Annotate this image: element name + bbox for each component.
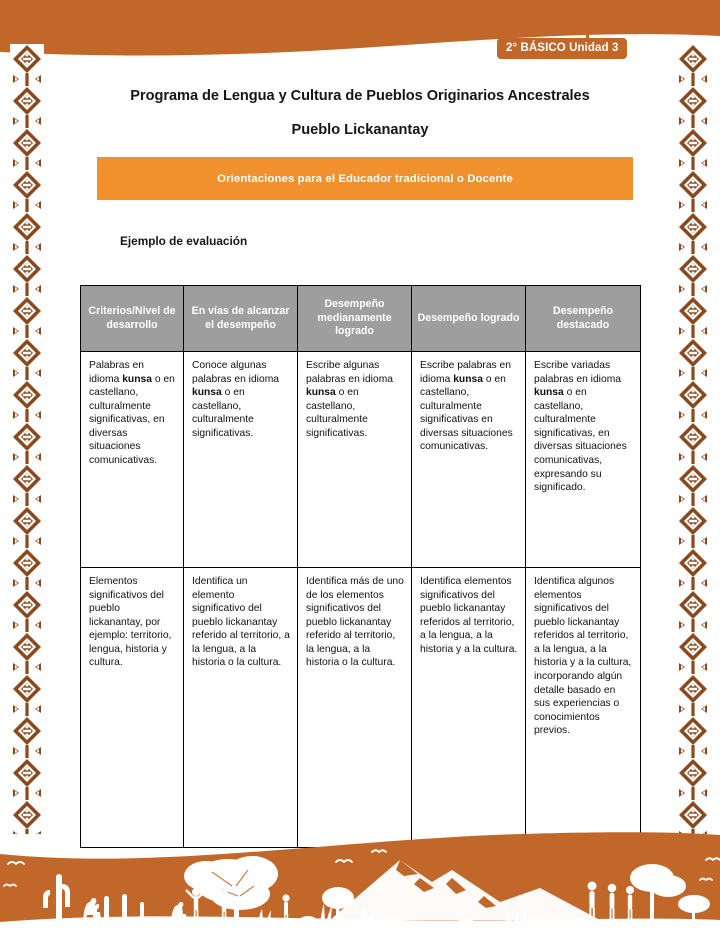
bottom-desert-illustration — [0, 824, 720, 932]
right-decorative-border — [676, 44, 710, 834]
cell-destacado-1 — [526, 352, 641, 568]
column-header-criterios: Criterios/Nivel de desarrollo — [81, 286, 184, 352]
cell-criterio-2 — [81, 568, 184, 848]
cell-text: Escribe variadas palabras en idioma — [534, 360, 622, 385]
cell-logrado-2 — [412, 568, 526, 848]
cell-text: Identifica más de uno de los elementos significativos del pueblo lickanantay referido al territorio, la lengua, a la historia o la cultura. — [306, 576, 404, 669]
evaluation-rubric-table — [80, 285, 641, 848]
cell-text: Palabras en idioma — [89, 360, 144, 385]
cell-emphasis: kunsa — [306, 387, 336, 399]
cell-text: Escribe algunas palabras en idioma — [306, 360, 394, 385]
orientation-banner — [97, 157, 633, 200]
cell-text: o en castellano, culturalmente significativas, en diversas situaciones comunicativas, expresando su significado. — [534, 387, 627, 494]
cell-criterio-1 — [81, 352, 184, 568]
cell-emphasis: kunsa — [192, 387, 222, 399]
table-row — [81, 352, 641, 568]
cell-medianamente-2 — [298, 568, 412, 848]
cell-text: Identifica elementos significativos del pueblo lickanantay referidos al territorio, a la lengua, a la historia y a la cultura. — [420, 576, 518, 655]
cell-emphasis: kunsa — [453, 373, 483, 385]
cell-text: Elementos significativos del pueblo lickanantay, por ejemplo: territorio, lengua, historia y cultura. — [89, 576, 172, 669]
cell-emphasis: kunsa — [534, 387, 564, 399]
cell-text: Identifica algunos elementos significativos del pueblo lickanantay referidos al territorio, a la lengua, a la historia y a la cultura, incorporando algún detalle basado en sus experiencias o conocimientos previos. — [534, 576, 632, 737]
cell-text: o en castellano, culturalmente significativas. — [192, 387, 254, 439]
cell-envias-1 — [184, 352, 298, 568]
column-header-logrado: Desempeño logrado — [412, 286, 526, 352]
page-subtitle: Pueblo Lickanantay — [291, 122, 429, 138]
cell-text: o en castellano, culturalmente significativas en diversas situaciones comunicativas. — [420, 373, 513, 453]
cell-logrado-1 — [412, 352, 526, 568]
column-header-destacado: Desempeño destacado — [526, 286, 641, 352]
cell-medianamente-1 — [298, 352, 412, 568]
cell-text: o en castellano, culturalmente significativas, en diversas situaciones comunicativas. — [89, 373, 175, 467]
table-row — [81, 568, 641, 848]
cell-text: Escribe palabras en idioma — [420, 360, 512, 385]
page-title: Programa de Lengua y Cultura de Pueblos Originarios Ancestrales — [130, 88, 590, 104]
left-decorative-border — [10, 44, 44, 834]
cell-destacado-2 — [526, 568, 641, 848]
column-header-medianamente: Desempeño medianamente logrado — [298, 286, 412, 352]
unit-badge: 2° BÁSICO Unidad 3 — [497, 38, 627, 59]
orientation-banner-label: Orientaciones para el Educador tradicional o Docente — [217, 172, 513, 185]
cell-emphasis: kunsa — [122, 373, 152, 385]
cell-text: Identifica un elemento significativo del pueblo lickanantay referido al territorio, a la lengua, a la historia o la cultura. — [192, 576, 290, 669]
table-header-row — [81, 286, 641, 352]
cell-text: Conoce algunas palabras en idioma — [192, 360, 280, 385]
cell-text: o en castellano, culturalmente significativas. — [306, 387, 368, 439]
section-label: Ejemplo de evaluación — [120, 234, 248, 248]
column-header-en-vias: En vías de alcanzar el desempeño — [184, 286, 298, 352]
cell-envias-2 — [184, 568, 298, 848]
